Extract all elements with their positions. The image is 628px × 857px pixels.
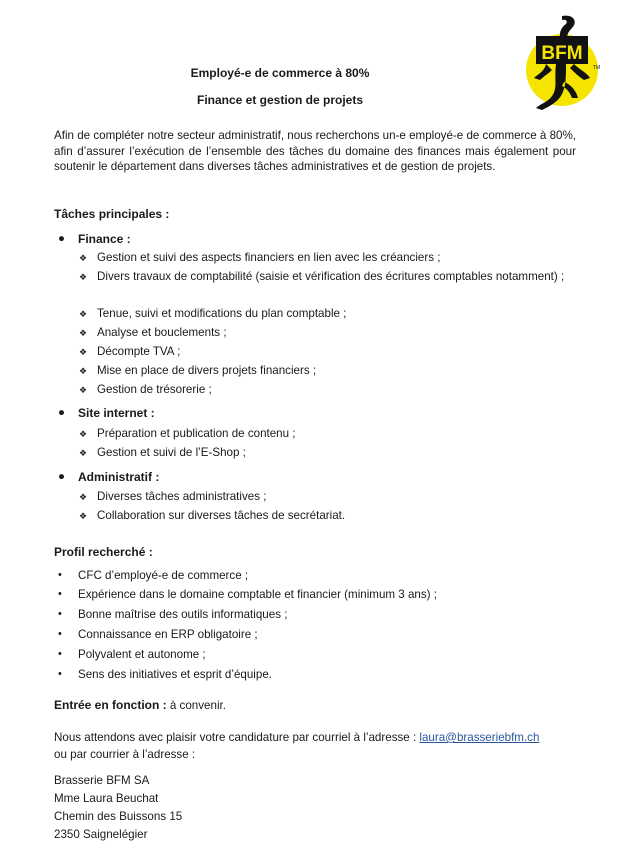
- contact-text: Nous attendons avec plaisir votre candidature par courriel à l’adresse :: [54, 731, 420, 744]
- bullet-icon: •: [58, 628, 62, 640]
- diamond-bullet-icon: ❖: [79, 253, 88, 263]
- start-date: [54, 698, 226, 712]
- contact-line: [54, 731, 539, 744]
- tasks-heading: Tâches principales :: [54, 207, 170, 221]
- diamond-bullet-icon: ❖: [79, 272, 88, 282]
- email-link[interactable]: laura@brasseriebfm.ch: [419, 731, 540, 744]
- address-line: Mme Laura Beuchat: [54, 792, 159, 805]
- bullet-icon: ●: [58, 470, 66, 483]
- task-item: Collaboration sur diverses tâches de secrétariat.: [97, 509, 346, 522]
- diamond-bullet-icon: ❖: [79, 448, 88, 458]
- profile-item: Sens des initiatives et esprit d’équipe.: [78, 668, 272, 681]
- bullet-icon: ●: [58, 232, 66, 245]
- diamond-bullet-icon: ❖: [79, 492, 88, 502]
- job-title: Employé-e de commerce à 80%: [190, 66, 370, 80]
- bullet-icon: •: [58, 588, 62, 600]
- task-item: Gestion et suivi des aspects financiers en lien avec les créanciers ;: [97, 251, 441, 264]
- bullet-icon: •: [58, 648, 62, 660]
- bullet-icon: •: [58, 608, 62, 620]
- section-label-website: Site internet :: [78, 406, 155, 420]
- start-label: Entrée en fonction :: [54, 698, 167, 712]
- bullet-icon: •: [58, 668, 62, 680]
- task-item: Divers travaux de comptabilité (saisie et vérification des écritures comptables notamment) ;: [97, 270, 565, 283]
- task-item: Tenue, suivi et modifications du plan comptable ;: [97, 307, 347, 320]
- logo-text: BFM: [541, 43, 583, 64]
- profile-item: CFC d’employé-e de commerce ;: [78, 569, 249, 582]
- diamond-bullet-icon: ❖: [79, 347, 88, 357]
- task-item: Analyse et bouclements ;: [97, 326, 227, 339]
- profile-item: Connaissance en ERP obligatoire ;: [78, 628, 258, 641]
- profile-item: Bonne maîtrise des outils informatiques ;: [78, 608, 288, 621]
- task-item: Décompte TVA ;: [97, 345, 181, 358]
- address-line: 2350 Saignelégier: [54, 828, 148, 841]
- profile-item: Expérience dans le domaine comptable et financier (minimum 3 ans) ;: [78, 588, 437, 601]
- address-line: Brasserie BFM SA: [54, 774, 150, 787]
- task-item: Gestion de trésorerie ;: [97, 383, 212, 396]
- bullet-icon: ●: [58, 406, 66, 419]
- profile-heading: Profil recherché :: [54, 545, 153, 559]
- diamond-bullet-icon: ❖: [79, 309, 88, 319]
- section-label-finance: Finance :: [78, 232, 131, 246]
- diamond-bullet-icon: ❖: [79, 511, 88, 521]
- contact-line-2: ou par courrier à l’adresse :: [54, 748, 196, 761]
- diamond-bullet-icon: ❖: [79, 385, 88, 395]
- section-label-admin: Administratif :: [78, 470, 160, 484]
- diamond-bullet-icon: ❖: [79, 328, 88, 338]
- diamond-bullet-icon: ❖: [79, 429, 88, 439]
- address-line: Chemin des Buissons 15: [54, 810, 183, 823]
- intro-paragraph: Afin de compléter notre secteur administratif, nous recherchons un-e employé-e de commerce à 80%, afin d’assurer l’exécution de l’ensemble des tâches du domaine des finances mais également pour soutenir le département dans diverses tâches administratives et de gestion de projets.: [54, 129, 576, 173]
- task-item: Diverses tâches administratives ;: [97, 490, 267, 503]
- start-value: à convenir.: [166, 699, 226, 712]
- bullet-icon: •: [58, 569, 62, 581]
- task-item: Gestion et suivi de l’E-Shop ;: [97, 446, 246, 459]
- diamond-bullet-icon: ❖: [79, 366, 88, 376]
- profile-item: Polyvalent et autonome ;: [78, 648, 206, 661]
- task-item: Mise en place de divers projets financiers ;: [97, 364, 317, 377]
- logo-tm: TM: [593, 65, 601, 71]
- task-item: Préparation et publication de contenu ;: [97, 427, 296, 440]
- job-subtitle: Finance et gestion de projets: [196, 93, 364, 107]
